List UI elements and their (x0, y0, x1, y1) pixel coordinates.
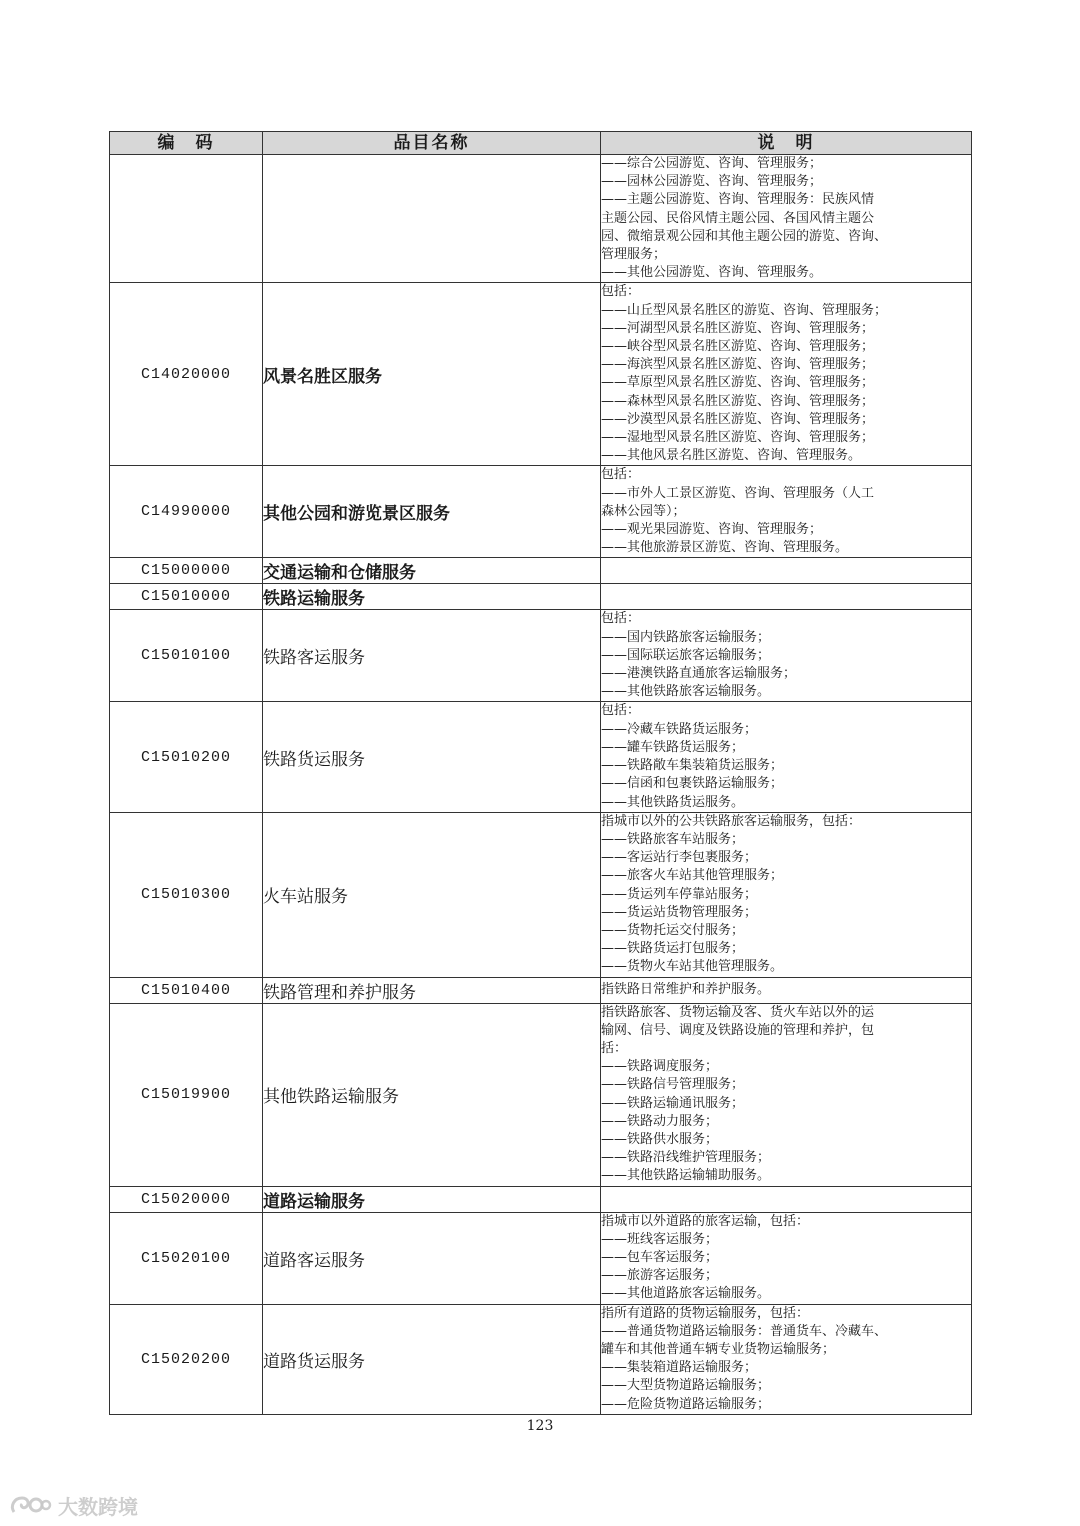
row-code: C15000000 (110, 558, 263, 584)
description-line: ——铁路供水服务； (601, 1131, 719, 1147)
description-line: ——信函和包裹铁路运输服务； (601, 776, 784, 792)
row-description (601, 1304, 972, 1414)
description-line: ——铁路敞车集装箱货运服务； (601, 758, 784, 774)
table-row (110, 1003, 972, 1186)
description-line: ——罐车铁路货运服务； (601, 739, 745, 755)
row-description (601, 812, 972, 977)
description-line: ——大型货物道路运输服务； (601, 1378, 771, 1394)
table-row (110, 812, 972, 977)
description-line: 指铁路日常维护和养护服务。 (601, 981, 771, 997)
description-line: ——园林公园游览、咨询、管理服务； (601, 174, 823, 190)
description-line: ——其他道路旅客运输服务。 (601, 1286, 771, 1302)
description-line: 管理服务； (601, 247, 667, 263)
description-line: 括： (601, 1040, 628, 1056)
description-line: ——森林型风景名胜区游览、咨询、管理服务； (601, 393, 875, 409)
table-row (110, 466, 972, 558)
camera-swirl-icon (8, 1492, 52, 1518)
row-name: 风景名胜区服务 (263, 283, 601, 466)
description-line: ——山丘型风景名胜区的游览、咨询、管理服务； (601, 302, 888, 318)
row-description (601, 584, 972, 610)
description-line: 包括： (601, 703, 641, 719)
row-name: 其他公园和游览景区服务 (263, 466, 601, 558)
description-line: 园、微缩景观公园和其他主题公园的游览、咨询、 (601, 228, 888, 244)
header-name: 品目名称 (263, 132, 601, 155)
description-line: ——铁路沿线维护管理服务； (601, 1150, 771, 1166)
description-line: ——其他公园游览、咨询、管理服务。 (601, 265, 823, 281)
row-name: 道路客运服务 (263, 1212, 601, 1304)
row-name: 道路运输服务 (263, 1186, 601, 1212)
table-row (110, 1304, 972, 1414)
description-line: 罐车和其他普通车辆专业货物运输服务； (601, 1341, 836, 1357)
description-line: ——其他铁路运输辅助服务。 (601, 1168, 771, 1184)
row-description (601, 1003, 972, 1186)
description-line: ——其他风景名胜区游览、咨询、管理服务。 (601, 448, 862, 464)
description-line: ——集装箱道路运输服务； (601, 1360, 758, 1376)
watermark (8, 1490, 138, 1520)
description-line: ——观光果园游览、咨询、管理服务； (601, 522, 823, 538)
table-row (110, 558, 972, 584)
description-line: 指城市以外道路的旅客运输，包括： (601, 1213, 810, 1229)
row-description (601, 610, 972, 702)
row-description (601, 283, 972, 466)
description-line: 包括： (601, 467, 641, 483)
row-name: 铁路货运服务 (263, 702, 601, 812)
row-code: C14990000 (110, 466, 263, 558)
row-code: C15020000 (110, 1186, 263, 1212)
row-name: 火车站服务 (263, 812, 601, 977)
header-desc: 说 明 (601, 132, 972, 155)
row-code (110, 155, 263, 283)
row-name: 道路货运服务 (263, 1304, 601, 1414)
row-name (263, 155, 601, 283)
description-line: ——旅游客运服务； (601, 1268, 719, 1284)
description-line: ——湿地型风景名胜区游览、咨询、管理服务； (601, 430, 875, 446)
description-line: ——冷藏车铁路货运服务； (601, 721, 758, 737)
row-name: 交通运输和仓储服务 (263, 558, 601, 584)
description-line: ——海滨型风景名胜区游览、咨询、管理服务； (601, 357, 875, 373)
description-line: ——货运站货物管理服务； (601, 904, 758, 920)
table-row (110, 584, 972, 610)
description-line: ——货物托运交付服务； (601, 922, 745, 938)
row-code: C15010400 (110, 977, 263, 1003)
row-description (601, 1186, 972, 1212)
description-line: ——沙漠型风景名胜区游览、咨询、管理服务； (601, 411, 875, 427)
description-line: ——客运站行李包裹服务； (601, 850, 758, 866)
description-line: 包括： (601, 611, 641, 627)
description-line: ——铁路旅客车站服务； (601, 831, 745, 847)
row-code: C15019900 (110, 1003, 263, 1186)
description-line: ——其他旅游景区游览、咨询、管理服务。 (601, 540, 849, 556)
description-line: ——铁路运输通讯服务； (601, 1095, 745, 1111)
description-line: ——市外人工景区游览、咨询、管理服务（人工 (601, 485, 875, 501)
row-code: C15020200 (110, 1304, 263, 1414)
table-row (110, 155, 972, 283)
table-row (110, 977, 972, 1003)
row-code: C14020000 (110, 283, 263, 466)
row-description (601, 702, 972, 812)
description-line: ——峡谷型风景名胜区游览、咨询、管理服务； (601, 339, 875, 355)
header-code: 编 码 (110, 132, 263, 155)
row-code: C15020100 (110, 1212, 263, 1304)
table-row (110, 1212, 972, 1304)
description-line: ——国内铁路旅客运输服务； (601, 629, 771, 645)
description-line: 指所有道路的货物运输服务，包括： (601, 1305, 810, 1321)
table-row (110, 283, 972, 466)
description-line: ——其他铁路货运服务。 (601, 794, 745, 810)
row-name: 铁路运输服务 (263, 584, 601, 610)
description-line: ——危险货物道路运输服务； (601, 1396, 771, 1412)
description-line: ——铁路信号管理服务； (601, 1077, 745, 1093)
description-line: ——货物火车站其他管理服务。 (601, 959, 784, 975)
description-line: ——班线客运服务； (601, 1231, 719, 1247)
description-line: 森林公园等）； (601, 503, 686, 519)
row-code: C15010000 (110, 584, 263, 610)
description-line: ——铁路动力服务； (601, 1113, 719, 1129)
description-line: 输网、信号、调度及铁路设施的管理和养护，包 (601, 1022, 875, 1038)
description-line: ——港澳铁路直通旅客运输服务； (601, 666, 797, 682)
table-body (110, 155, 972, 1415)
description-line: ——普通货物道路运输服务：普通货车、冷藏车、 (601, 1323, 888, 1339)
row-description (601, 155, 972, 283)
row-description (601, 466, 972, 558)
row-name: 铁路管理和养护服务 (263, 977, 601, 1003)
row-name: 其他铁路运输服务 (263, 1003, 601, 1186)
description-line: 主题公园、民俗风情主题公园、各国风情主题公 (601, 210, 875, 226)
row-description (601, 977, 972, 1003)
table-row (110, 702, 972, 812)
description-line: 包括： (601, 284, 641, 300)
description-line: ——国际联运旅客运输服务； (601, 647, 771, 663)
description-line: ——综合公园游览、咨询、管理服务； (601, 156, 823, 171)
catalog-table (109, 131, 972, 1415)
row-description (601, 1212, 972, 1304)
description-line: ——河湖型风景名胜区游览、咨询、管理服务； (601, 320, 875, 336)
watermark-text: 大数跨境 (58, 1494, 138, 1519)
page-number: 123 (526, 1418, 554, 1434)
row-code: C15010300 (110, 812, 263, 977)
description-line: ——铁路调度服务； (601, 1059, 719, 1075)
row-code: C15010200 (110, 702, 263, 812)
table-row (110, 1186, 972, 1212)
description-line: ——草原型风景名胜区游览、咨询、管理服务； (601, 375, 875, 391)
description-line: ——包车客运服务； (601, 1249, 719, 1265)
description-line: 指铁路旅客、货物运输及客、货火车站以外的运 (601, 1004, 875, 1020)
description-line: ——铁路货运打包服务； (601, 941, 745, 957)
row-code: C15010100 (110, 610, 263, 702)
description-line: ——主题公园游览、咨询、管理服务：民族风情 (601, 192, 875, 208)
description-line: 指城市以外的公共铁路旅客运输服务，包括： (601, 813, 862, 829)
table-row (110, 610, 972, 702)
row-description (601, 558, 972, 584)
description-line: ——其他铁路旅客运输服务。 (601, 684, 771, 700)
description-line: ——旅客火车站其他管理服务； (601, 868, 784, 884)
row-name: 铁路客运服务 (263, 610, 601, 702)
description-line: ——货运列车停靠站服务； (601, 886, 758, 902)
table-header-row (110, 132, 972, 155)
